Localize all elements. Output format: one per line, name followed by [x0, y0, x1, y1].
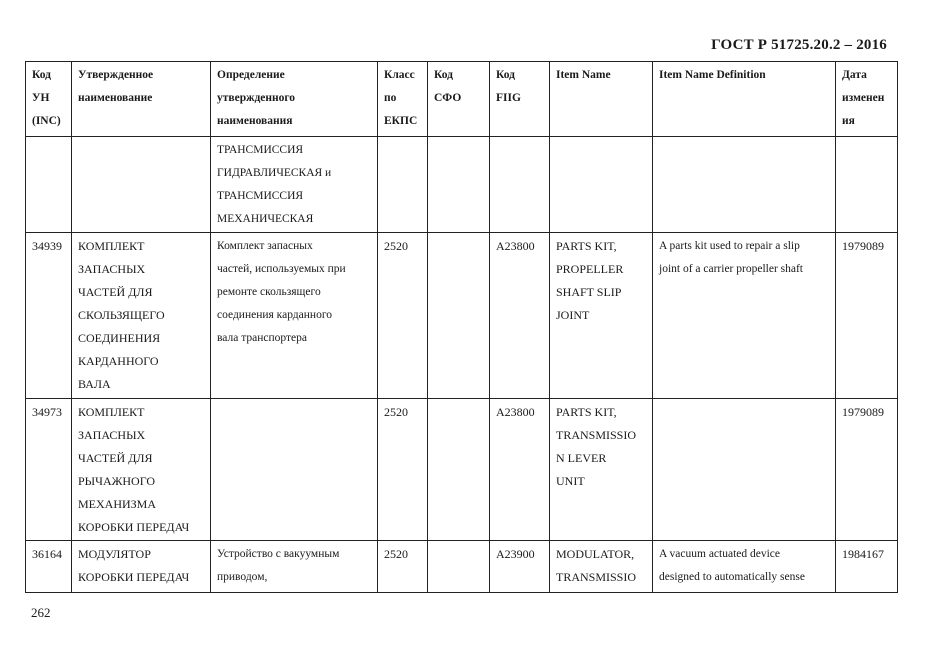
cell-text-line: N LEVER: [556, 451, 607, 465]
cell-text-line: соединения карданного: [217, 309, 332, 321]
cell-text-line: ТРАНСМИССИЯ: [217, 144, 304, 156]
header-text-line: (INC): [32, 115, 61, 127]
approved-name-cell: [72, 399, 211, 541]
class-ekps-cell: [378, 233, 428, 399]
header-name-definition: [211, 62, 378, 137]
cell-text-line: вала транспортера: [217, 332, 307, 344]
cell-text-line: 2520: [384, 547, 408, 561]
header-code-sfo: [428, 62, 490, 137]
cell-text-line: JOINT: [556, 308, 590, 322]
cell-text-line: КОМПЛЕКТ: [78, 405, 145, 419]
document-title: ГОСТ Р 51725.20.2 – 2016: [711, 37, 887, 53]
header-item-name: [550, 62, 653, 137]
header-text-line: УН: [32, 92, 50, 104]
header-text-line: ЕКПС: [384, 115, 418, 127]
cell-text-line: КОРОБКИ ПЕРЕДАЧ: [78, 520, 190, 534]
cell-text-line: МЕХАНИЗМА: [78, 497, 157, 511]
cell-text-line: 2520: [384, 405, 408, 419]
name-definition-cell: [211, 233, 378, 399]
header-text-line: Утвержденное: [78, 69, 154, 81]
cell-text-line: ТРАНСМИССИЯ: [217, 190, 304, 202]
change-date-cell: [836, 541, 898, 593]
header-item-name-definition: [653, 62, 836, 137]
header-text-line: Класс: [384, 69, 415, 81]
classification-table: [25, 61, 898, 593]
cell-text-line: PARTS KIT,: [556, 239, 617, 253]
cell-text-line: СКОЛЬЗЯЩЕГО: [78, 308, 165, 322]
header-text-line: утвержденного: [217, 92, 296, 104]
cell-text-line: 1979089: [842, 405, 884, 419]
cell-text-line: ГИДРАВЛИЧЕСКАЯ и: [217, 167, 332, 179]
item-name-definition-cell: [653, 137, 836, 233]
header-text-line: Определение: [217, 69, 285, 81]
cell-text-line: КОМПЛЕКТ: [78, 239, 145, 253]
header-approved-name: [72, 62, 211, 137]
cell-text-line: ЗАПАСНЫХ: [78, 262, 146, 276]
code-un-cell: [26, 399, 72, 541]
cell-text-line: КОРОБКИ ПЕРЕДАЧ: [78, 570, 190, 584]
cell-text-line: 1984167: [842, 547, 884, 561]
cell-text-line: A23800: [496, 239, 535, 253]
code-un-cell: [26, 137, 72, 233]
code-sfo-cell: [428, 137, 490, 233]
cell-text-line: Комплект запасных: [217, 240, 313, 252]
item-name-definition-cell: [653, 233, 836, 399]
cell-text-line: приводом,: [217, 571, 268, 583]
table-row: [26, 233, 898, 399]
item-name-definition-cell: [653, 541, 836, 593]
cell-text-line: Устройство с вакуумным: [217, 548, 340, 560]
header-text-line: СФО: [434, 92, 462, 104]
code-sfo-cell: [428, 399, 490, 541]
cell-text-line: A parts kit used to repair a slip: [659, 240, 800, 252]
item-name-cell: [550, 541, 653, 593]
code-un-cell: [26, 233, 72, 399]
header-text-line: Код: [496, 69, 516, 81]
code-un-cell: [26, 541, 72, 593]
cell-text-line: SHAFT SLIP: [556, 285, 622, 299]
header-text-line: Код: [434, 69, 454, 81]
approved-name-cell: [72, 233, 211, 399]
cell-text-line: ВАЛА: [78, 377, 111, 391]
cell-text-line: PROPELLER: [556, 262, 624, 276]
cell-text-line: PARTS KIT,: [556, 405, 617, 419]
code-sfo-cell: [428, 233, 490, 399]
header-text-line: FIIG: [496, 92, 521, 104]
table-row: [26, 137, 898, 233]
header-code-fiig: [490, 62, 550, 137]
header-change-date: [836, 62, 898, 137]
cell-text-line: 34939: [32, 239, 62, 253]
table-body: [26, 137, 898, 593]
name-definition-cell: [211, 399, 378, 541]
class-ekps-cell: [378, 137, 428, 233]
cell-text-line: частей, используемых при: [217, 263, 346, 275]
cell-text-line: МОДУЛЯТОР: [78, 547, 151, 561]
table-row: [26, 399, 898, 541]
cell-text-line: A23900: [496, 547, 535, 561]
code-fiig-cell: [490, 399, 550, 541]
header-text-line: изменен: [842, 92, 885, 104]
approved-name-cell: [72, 137, 211, 233]
cell-text-line: МЕХАНИЧЕСКАЯ: [217, 213, 314, 225]
item-name-cell: [550, 233, 653, 399]
cell-text-line: ЗАПАСНЫХ: [78, 428, 146, 442]
header-text-line: наименование: [78, 92, 153, 104]
cell-text-line: TRANSMISSIO: [556, 428, 637, 442]
cell-text-line: КАРДАННОГО: [78, 354, 159, 368]
code-fiig-cell: [490, 541, 550, 593]
header-row: [26, 62, 898, 137]
header-text-line: ия: [842, 115, 855, 127]
header-text-line: Код: [32, 69, 52, 81]
item-name-cell: [550, 137, 653, 233]
cell-text-line: UNIT: [556, 474, 585, 488]
approved-name-cell: [72, 541, 211, 593]
header-text-line: Дата: [842, 69, 867, 81]
cell-text-line: ремонте скользящего: [217, 286, 321, 298]
name-definition-cell: [211, 541, 378, 593]
table-row: [26, 541, 898, 593]
header-text-line: по: [384, 92, 397, 104]
header-class-ekps: [378, 62, 428, 137]
cell-text-line: ЧАСТЕЙ ДЛЯ: [78, 285, 153, 299]
cell-text-line: MODULATOR,: [556, 547, 635, 561]
item-name-definition-cell: [653, 399, 836, 541]
cell-text-line: ЧАСТЕЙ ДЛЯ: [78, 451, 153, 465]
cell-text-line: 34973: [32, 405, 62, 419]
cell-text-line: СОЕДИНЕНИЯ: [78, 331, 161, 345]
code-fiig-cell: [490, 137, 550, 233]
cell-text-line: 2520: [384, 239, 408, 253]
name-definition-cell: [211, 137, 378, 233]
cell-text-line: 36164: [32, 547, 62, 561]
cell-text-line: A vacuum actuated device: [659, 548, 781, 560]
cell-text-line: designed to automatically sense: [659, 571, 805, 583]
item-name-cell: [550, 399, 653, 541]
change-date-cell: [836, 137, 898, 233]
class-ekps-cell: [378, 399, 428, 541]
cell-text-line: A23800: [496, 405, 535, 419]
header-text-line: Item Name: [556, 69, 611, 81]
header-text-line: наименования: [217, 115, 293, 127]
cell-text-line: joint of a carrier propeller shaft: [659, 263, 804, 275]
change-date-cell: [836, 399, 898, 541]
header-code-un: [26, 62, 72, 137]
cell-text-line: 1979089: [842, 239, 884, 253]
code-sfo-cell: [428, 541, 490, 593]
cell-text-line: РЫЧАЖНОГО: [78, 474, 155, 488]
code-fiig-cell: [490, 233, 550, 399]
page-number: 262: [31, 605, 51, 620]
class-ekps-cell: [378, 541, 428, 593]
header-text-line: Item Name Definition: [659, 69, 766, 81]
change-date-cell: [836, 233, 898, 399]
cell-text-line: TRANSMISSIO: [556, 570, 637, 584]
